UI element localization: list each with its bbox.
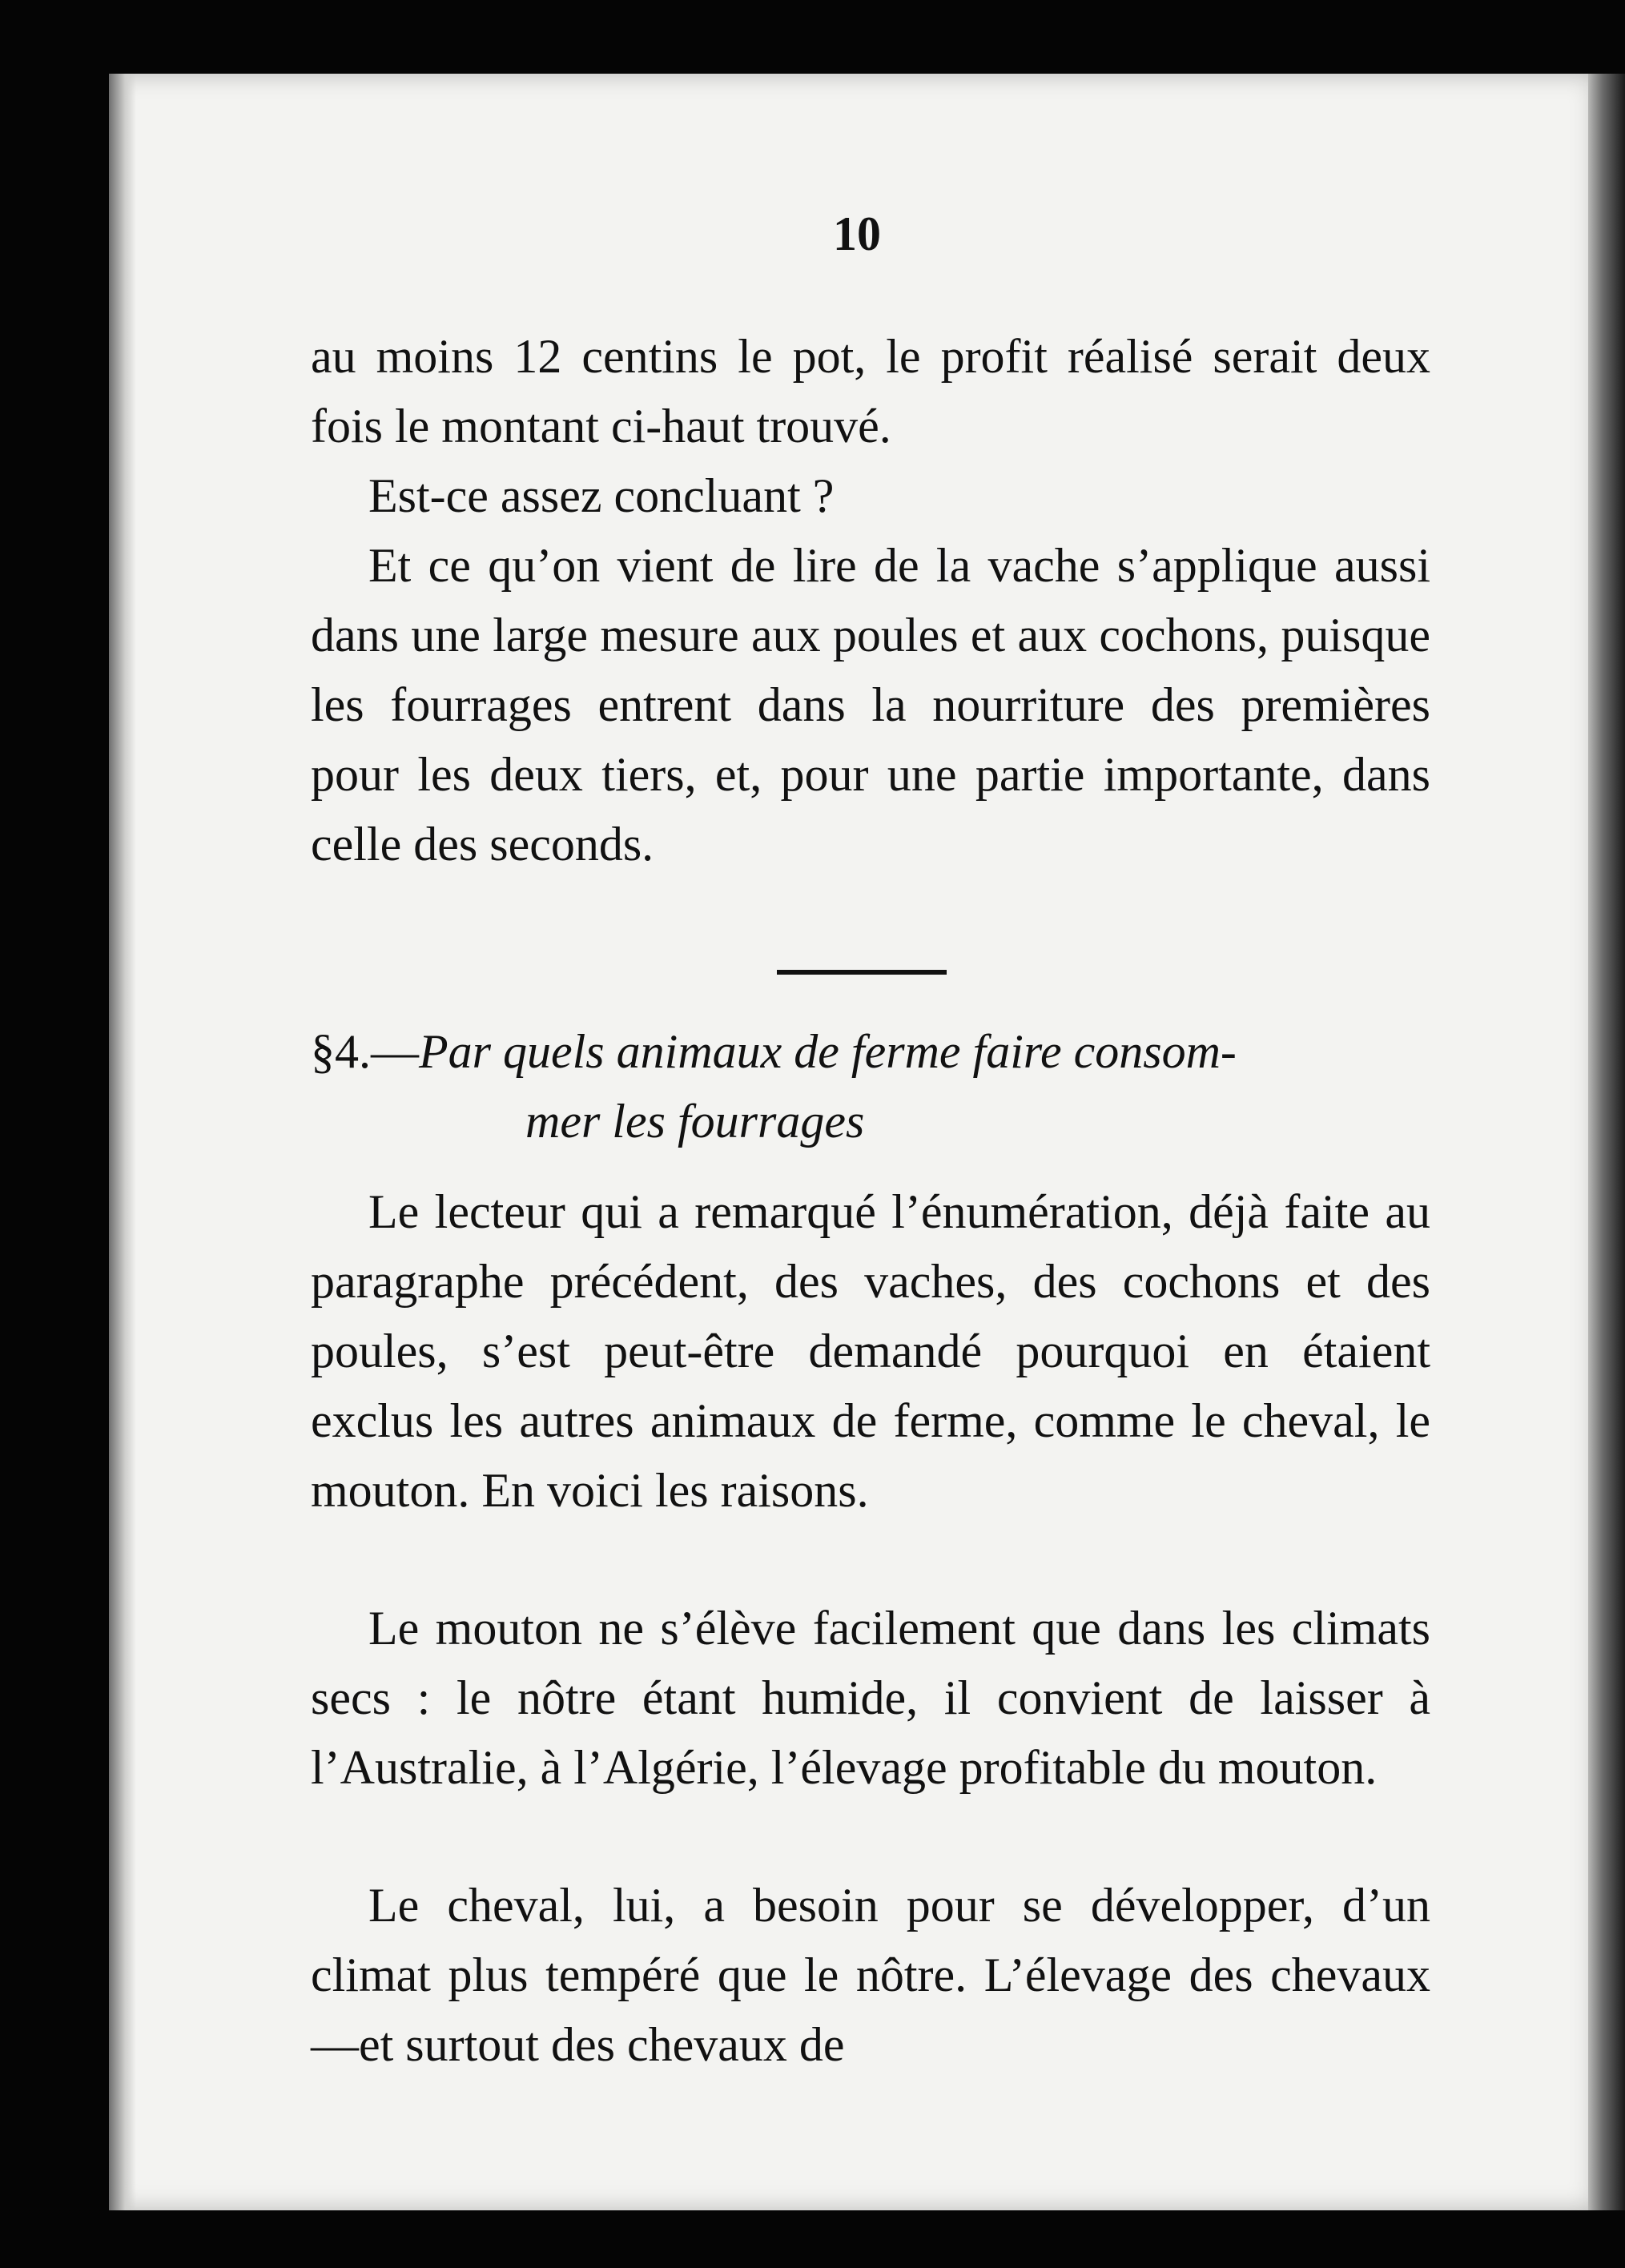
page-right-edge: [1588, 74, 1625, 2210]
paragraph-poultry-pigs: Et ce qu’on vient de lire de la vache s’applique aussi dans une large mesure aux poules et aux cochons, puisque les fourrages entrent dans la nourriture des premières pour les deux tiers, et, pour une partie importante, dans celle des seconds.: [311, 539, 1430, 871]
paragraph-sheep: Le mouton ne s’élève facilement que dans les climats secs : le nôtre étant humide, il convient de laisser à l’Australie, à l’Algérie, l’élevage profitable du mouton.: [311, 1602, 1430, 1794]
section-number: §4.—: [311, 1025, 419, 1078]
paragraph-continuation: au moins 12 centins le pot, le profit réalisé serait deux fois le montant ci-haut trouvé.: [311, 330, 1430, 452]
paragraph-horse: Le cheval, lui, a besoin pour se développer, d’un climat plus tempéré que le nôtre. L’élevage des chevaux—et surtout des chevaux de: [311, 1879, 1430, 2071]
section-divider: [777, 970, 947, 975]
section-title-line2: mer les fourrages: [525, 1095, 865, 1148]
paragraph-question: Est-ce assez concluant ?: [368, 469, 835, 522]
section-title-line1: Par quels animaux de ferme faire consom-: [419, 1025, 1237, 1078]
page-number: 10: [833, 207, 881, 260]
section-heading: [311, 1017, 1430, 1156]
page-left-shadow: [109, 74, 136, 2210]
paragraph-reader: Le lecteur qui a remarqué l’énumération, déjà faite au paragraphe précédent, des vaches, des cochons et des poules, s’est peut-être demandé pourquoi en étaient exclus les autres animaux de ferme, comme le cheval, le mouton. En voici les raisons.: [311, 1185, 1430, 1517]
